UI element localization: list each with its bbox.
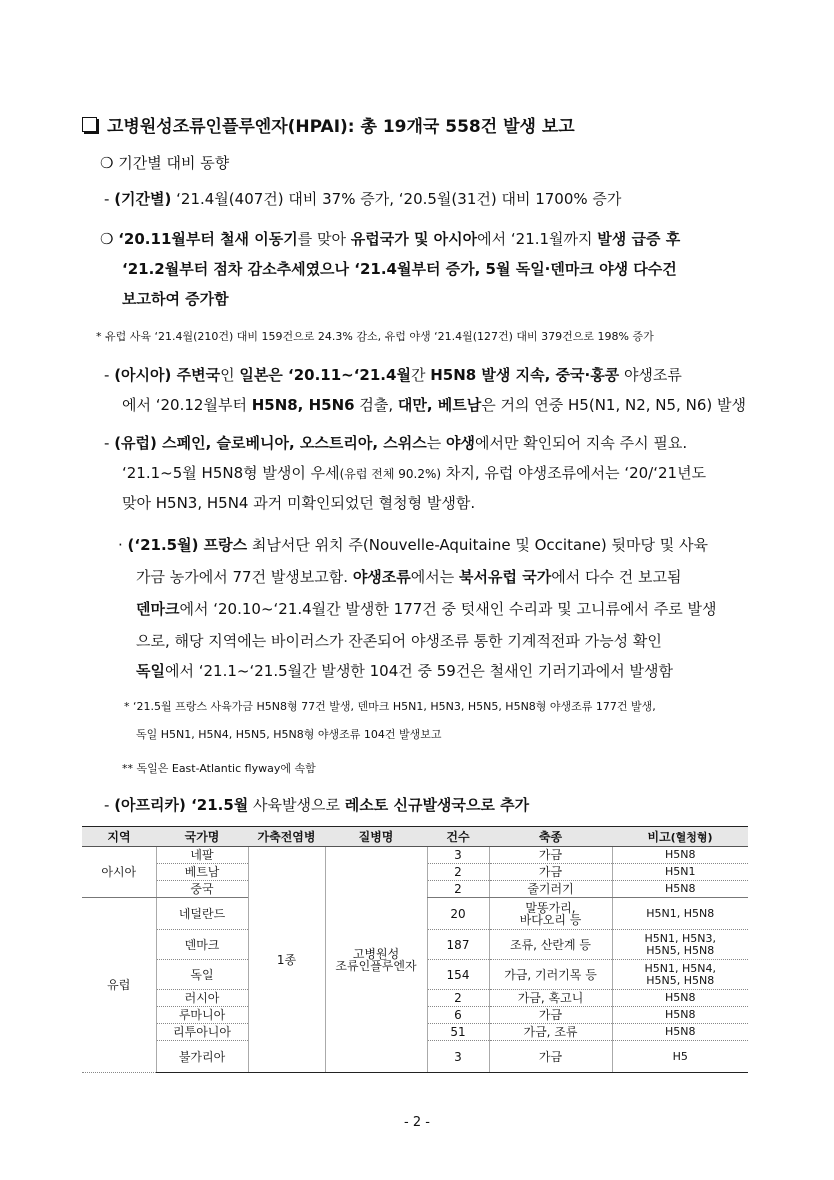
disease-cell: 고병원성 조류인플루엔자	[325, 847, 427, 1073]
count-cell: 187	[427, 930, 489, 960]
count-cell: 3	[427, 1041, 489, 1073]
country-cell: 중국	[156, 881, 248, 898]
note-cell: H5N8	[612, 990, 748, 1007]
note-cell: H5N1, H5N3, H5N5, H5N8	[612, 930, 748, 960]
note-cell: H5	[612, 1041, 748, 1073]
may-line-3: 덴마크에서 ‘20.10~‘21.4월간 발생한 177건 중 텃새인 수리과 및 고니류에서 주로 발생	[136, 600, 717, 618]
col-header-count: 건수	[427, 827, 489, 847]
footnote-flyway: ** 독일은 East-Atlantic flyway에 속함	[122, 762, 316, 775]
count-cell: 2	[427, 864, 489, 881]
region-cell-europe: 유럽	[82, 898, 156, 1073]
count-cell: 154	[427, 960, 489, 990]
count-cell: 3	[427, 847, 489, 864]
may-line-4: 으로, 해당 지역에는 바이러스가 잔존되어 야생조류 통한 기계적전파 가능성 확인	[136, 632, 662, 650]
country-cell: 베트남	[156, 864, 248, 881]
may-line-5: 독일에서 ‘21.1~‘21.5월간 발생한 104건 중 59건은 철새인 기러기과에서 발생함	[136, 662, 674, 680]
country-cell: 불가리아	[156, 1041, 248, 1073]
note-cell: H5N1	[612, 864, 748, 881]
page-number: - 2 -	[404, 1115, 430, 1130]
may-line-2: 가금 농가에서 77건 발생보고함. 야생조류에서는 북서유럽 국가에서 다수 건 보고됨	[136, 568, 682, 586]
europe-line-2: ‘21.1~5월 H5N8형 발생이 우세(유럽 전체 90.2%) 차지, 유럽 야생조류에서는 ‘20/‘21년도	[122, 464, 707, 482]
species-cell: 가금	[489, 1007, 612, 1024]
circle-bullet-icon: ❍	[100, 230, 114, 248]
country-cell: 독일	[156, 960, 248, 990]
note-cell: H5N8	[612, 881, 748, 898]
country-cell: 루마니아	[156, 1007, 248, 1024]
europe-line-3: 맞아 H5N3, H5N4 과거 미확인되었던 혈청형 발생함.	[122, 494, 476, 512]
species-cell: 줄기러기	[489, 881, 612, 898]
outbreak-table	[82, 826, 748, 1073]
table-header-row	[82, 827, 748, 847]
col-header-note: 비고(혈청형)	[612, 827, 748, 847]
col-header-country: 국가명	[156, 827, 248, 847]
country-cell: 네팔	[156, 847, 248, 864]
heading-text: 고병원성조류인플루엔자(HPAI): 총 19개국 558건 발생 보고	[107, 117, 575, 137]
species-cell: 가금	[489, 847, 612, 864]
species-cell: 가금, 조류	[489, 1024, 612, 1041]
count-cell: 2	[427, 881, 489, 898]
period-text: ‘21.4월(407건) 대비 37% 증가, ‘20.5월(31건) 대비 1700% 증가	[171, 190, 622, 208]
species-cell: 가금	[489, 864, 612, 881]
country-cell: 러시아	[156, 990, 248, 1007]
subsection-period-text: 기간별 대비 동향	[118, 154, 230, 172]
col-header-species: 축종	[489, 827, 612, 847]
asia-line-1: - (아시아) 주변국인 일본은 ‘20.11~‘21.4월간 H5N8 발생 지속, 중국·홍콩 야생조류	[104, 366, 682, 384]
note-cell: H5N8	[612, 847, 748, 864]
africa-line: - (아프리카) ‘21.5월 사육발생으로 레소토 신규발생국으로 추가	[104, 796, 530, 814]
country-cell: 네덜란드	[156, 898, 248, 930]
asia-line-2: 에서 ‘20.12월부터 H5N8, H5N6 검출, 대만, 베트남은 거의 연중 H5(N1, N2, N5, N6) 발생	[122, 396, 746, 414]
note-cell: H5N1, H5N4, H5N5, H5N8	[612, 960, 748, 990]
note-cell: H5N8	[612, 1024, 748, 1041]
livestock-cell: 1종	[248, 847, 325, 1073]
footnote-europe: * 유럽 사육 ‘21.4월(210건) 대비 159건으로 24.3% 감소, 유럽 야생 ‘21.4월(127건) 대비 379건으로 198% 증가	[96, 330, 654, 343]
footnote-may-2: 독일 H5N1, H5N4, H5N5, H5N8형 야생조류 104건 발생보고	[136, 728, 442, 741]
species-cell: 말똥가리, 바다오리 등	[489, 898, 612, 930]
region-cell-asia: 아시아	[82, 847, 156, 898]
note-cell: H5N1, H5N8	[612, 898, 748, 930]
col-header-region: 지역	[82, 827, 156, 847]
trend-line-1: ❍ ‘20.11월부터 철새 이동기를 맞아 유럽국가 및 아시아에서 ‘21.1월까지 발생 급증 후	[100, 230, 681, 248]
count-cell: 51	[427, 1024, 489, 1041]
section-heading	[82, 112, 575, 137]
note-cell: H5N8	[612, 1007, 748, 1024]
species-cell: 가금, 혹고니	[489, 990, 612, 1007]
country-cell: 덴마크	[156, 930, 248, 960]
count-cell: 6	[427, 1007, 489, 1024]
species-cell: 가금	[489, 1041, 612, 1073]
europe-line-1: - (유럽) 스페인, 슬로베니아, 오스트리아, 스위스는 야생에서만 확인되어 지속 주시 필요.	[104, 434, 688, 452]
circle-bullet-icon: ❍	[100, 154, 114, 172]
count-cell: 2	[427, 990, 489, 1007]
checkbox-bullet-icon	[82, 117, 97, 132]
period-tag: (기간별)	[114, 190, 172, 208]
footnote-may-1: * ‘21.5월 프랑스 사육가금 H5N8형 77건 발생, 덴마크 H5N1, H5N3, H5N5, H5N8형 야생조류 177건 발생,	[124, 700, 656, 713]
may-line-1: · (‘21.5월) 프랑스 최남서단 위치 주(Nouvelle-Aquitaine 및 Occitane) 뒷마당 및 사육	[118, 536, 708, 554]
count-cell: 20	[427, 898, 489, 930]
col-header-disease: 질병명	[325, 827, 427, 847]
table-row	[82, 847, 748, 864]
trend-line-2: ‘21.2월부터 점차 감소추세였으나 ‘21.4월부터 증가, 5월 독일·덴마크 야생 다수건	[122, 260, 677, 278]
country-cell: 리투아니아	[156, 1024, 248, 1041]
species-cell: 조류, 산란계 등	[489, 930, 612, 960]
species-cell: 가금, 기러기목 등	[489, 960, 612, 990]
trend-line-3: 보고하여 증가함	[122, 290, 229, 308]
period-detail: - (기간별) ‘21.4월(407건) 대비 37% 증가, ‘20.5월(31건) 대비 1700% 증가	[104, 190, 622, 208]
subsection-period	[100, 152, 229, 173]
col-header-livestock: 가축전염병	[248, 827, 325, 847]
